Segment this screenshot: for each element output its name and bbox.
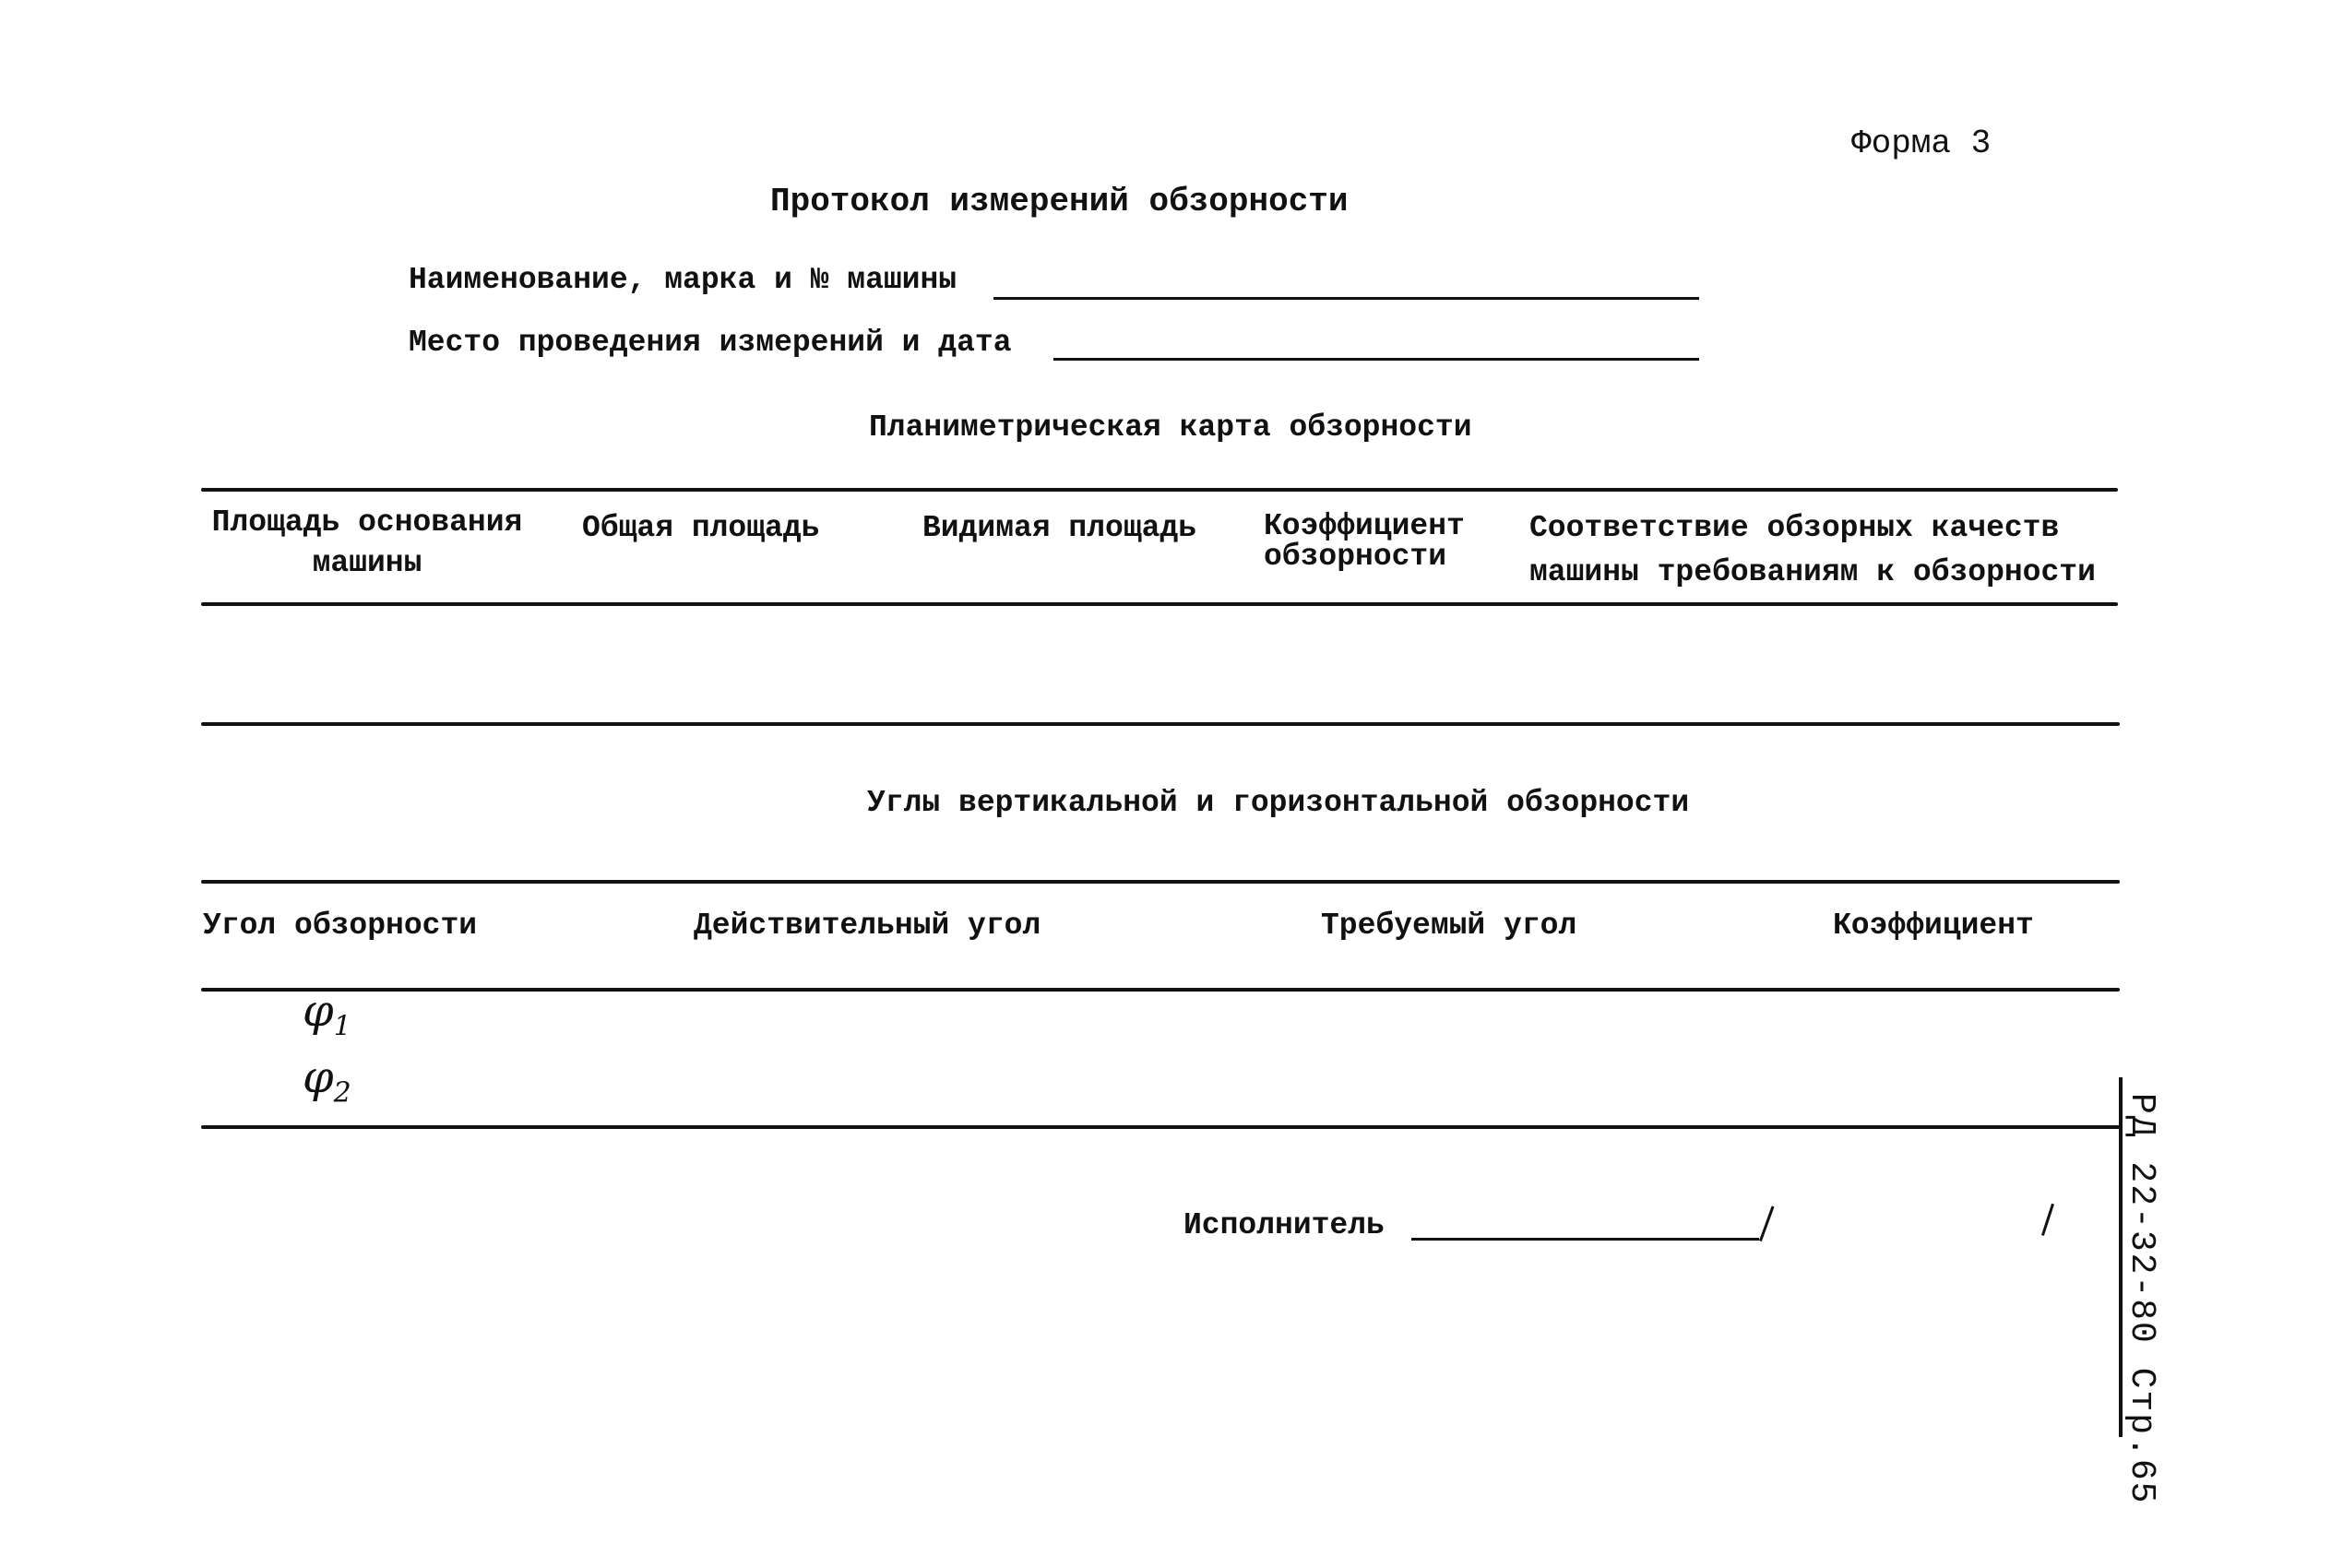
table1-col-coefficient: Коэффициент обзорности (1264, 509, 1465, 574)
signature-slash-2 (2041, 1204, 2054, 1236)
form-number: Форма 3 (1851, 125, 1992, 162)
table2-header-rule (201, 988, 2120, 992)
place-date-field[interactable] (1053, 358, 1699, 361)
executor-signature-field[interactable] (1411, 1238, 1759, 1241)
section1-title: Планиметрическая карта обзорности (869, 410, 1472, 445)
table1-col-compliance: Соответствие обзорных качеств машины требованиям к обзорности (1529, 511, 2096, 589)
section2-title: Углы вертикальной и горизонтальной обзорности (867, 786, 1690, 820)
table2-bottom-rule (201, 1125, 2120, 1129)
page-title: Протокол измерений обзорности (770, 183, 1349, 220)
table1-col-total-area: Общая площадь (582, 511, 820, 545)
table2-col-angle: Угол обзорности (203, 909, 478, 943)
place-date-label: Место проведения измерений и дата (409, 326, 1012, 360)
table1-header-rule (201, 602, 2118, 606)
machine-name-label: Наименование, марка и № машины (409, 263, 957, 297)
table2-col-required-angle: Требуемый угол (1321, 909, 1577, 943)
table2-col-actual-angle: Действительный угол (694, 909, 1041, 943)
machine-name-field[interactable] (993, 297, 1699, 300)
table2-row-phi1: $\varphi_1$ (303, 985, 351, 1043)
table2-col-coefficient: Коэффициент (1833, 909, 2034, 943)
table1-col-base-area: Площадь основания машины (211, 505, 523, 580)
table2-top-rule (201, 880, 2120, 884)
table1-top-rule (201, 488, 2118, 492)
table1-bottom-rule (201, 722, 2120, 726)
table2-row-phi2: $\varphi_2$ (303, 1051, 351, 1110)
signature-slash-1 (1759, 1206, 1774, 1241)
executor-label: Исполнитель (1183, 1208, 1385, 1242)
table1-col-visible-area: Видимая площадь (922, 511, 1197, 545)
document-code: РД 22-32-80 Стр.65 (2122, 1093, 2161, 1505)
